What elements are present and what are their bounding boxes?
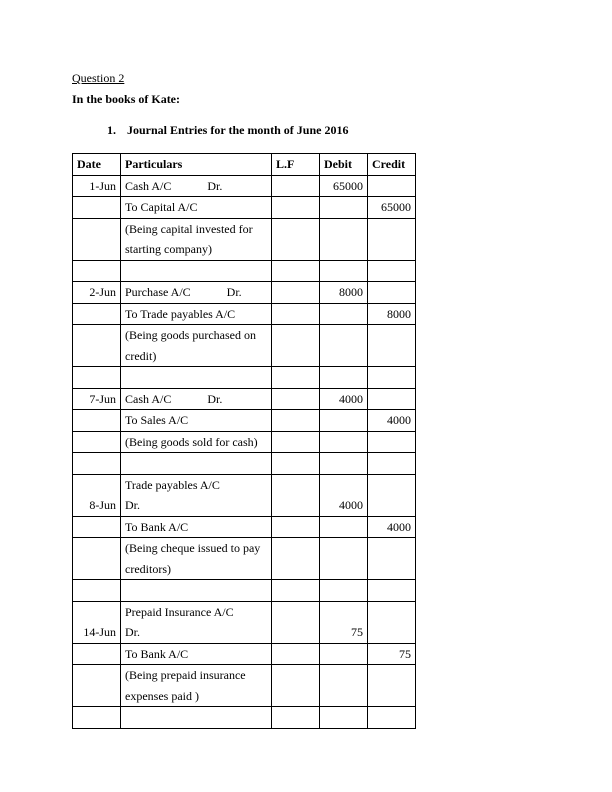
cell-lf [272,538,320,580]
cell-date [73,260,121,282]
header-date: Date [73,154,121,176]
particulars-text: To Trade payables A/C [125,306,236,321]
table-row [73,453,416,475]
cell-credit: 65000 [368,197,416,219]
header-debit: Debit [320,154,368,176]
journal-title: Journal Entries for the month of June 2016 [127,123,349,137]
cell-date [73,665,121,707]
cell-lf [272,474,320,516]
cell-particulars [121,303,272,325]
cell-debit [320,367,368,389]
cell-lf [272,260,320,282]
cell-credit: 75 [368,643,416,665]
cell-debit [320,410,368,432]
cell-debit [320,303,368,325]
cell-credit [368,175,416,197]
table-row [73,197,416,219]
cell-debit: 65000 [320,175,368,197]
particulars-text: To Bank A/C [125,519,189,534]
particulars-text: Trade payables A/C [125,477,220,492]
cell-date [73,538,121,580]
cell-lf [272,410,320,432]
cell-particulars [121,218,272,260]
cell-debit [320,707,368,729]
particulars-text: Cash A/C [125,391,172,406]
debit-marker: Dr. [207,391,223,406]
particulars-text: To Bank A/C [125,646,189,661]
cell-credit [368,367,416,389]
cell-debit [320,516,368,538]
cell-particulars [121,431,272,453]
cell-particulars [121,601,272,643]
header-credit: Credit [368,154,416,176]
debit-marker: Dr. [226,285,242,299]
particulars-text: Cash A/C [125,178,172,193]
cell-lf [272,367,320,389]
particulars-text: Purchase A/C [125,285,191,299]
cell-debit [320,260,368,282]
table-row [73,538,416,580]
cell-debit [320,325,368,367]
table-row [73,282,416,304]
table-row [73,260,416,282]
cell-debit [320,431,368,453]
table-header-row [73,154,416,176]
cell-credit: 8000 [368,303,416,325]
cell-debit: 75 [320,601,368,643]
cell-particulars [121,580,272,602]
cell-lf [272,197,320,219]
cell-debit: 4000 [320,388,368,410]
cell-date [73,325,121,367]
cell-lf [272,325,320,367]
cell-debit [320,665,368,707]
table-row [73,580,416,602]
table-row [73,431,416,453]
journal-number: 1. [107,123,116,137]
cell-lf [272,665,320,707]
cell-particulars [121,197,272,219]
cell-lf [272,303,320,325]
cell-particulars [121,410,272,432]
cell-debit [320,453,368,475]
books-heading: In the books of Kate: [72,92,181,106]
cell-particulars [121,538,272,580]
cell-lf [272,218,320,260]
particulars-text: (Being prepaid insurance expenses paid ) [125,668,246,703]
cell-credit [368,707,416,729]
cell-credit [368,474,416,516]
cell-lf [272,175,320,197]
particulars-text: (Being capital invested for starting company) [125,221,253,256]
cell-date [73,303,121,325]
table-row [73,707,416,729]
cell-debit [320,218,368,260]
cell-date [73,707,121,729]
debit-marker: Dr. [125,625,140,639]
particulars-text: (Being goods purchased on credit) [125,328,256,363]
cell-credit [368,601,416,643]
cell-credit [368,388,416,410]
cell-date [73,218,121,260]
cell-credit: 4000 [368,516,416,538]
cell-date: 8-Jun [73,474,121,516]
cell-debit [320,538,368,580]
cell-lf [272,580,320,602]
cell-date [73,431,121,453]
cell-credit [368,431,416,453]
cell-lf [272,453,320,475]
cell-lf [272,282,320,304]
cell-particulars [121,643,272,665]
cell-credit [368,665,416,707]
cell-particulars [121,474,272,516]
particulars-text: (Being goods sold for cash) [125,434,258,449]
cell-credit [368,453,416,475]
cell-particulars [121,260,272,282]
cell-debit: 4000 [320,474,368,516]
cell-particulars [121,665,272,707]
cell-lf [272,707,320,729]
cell-date [73,410,121,432]
cell-credit [368,538,416,580]
cell-particulars [121,367,272,389]
particulars-text: To Sales A/C [125,413,189,427]
header-particulars: Particulars [121,154,272,176]
table-row [73,643,416,665]
cell-debit [320,197,368,219]
cell-particulars [121,282,272,304]
table-row [73,303,416,325]
journal-heading [107,123,348,138]
cell-credit [368,218,416,260]
cell-date [73,453,121,475]
table-row [73,388,416,410]
table-row [73,218,416,260]
particulars-text: To Capital A/C [125,200,198,214]
question-label: Question 2 [72,71,125,85]
cell-particulars [121,516,272,538]
table-row [73,665,416,707]
particulars-text: Prepaid Insurance A/C [125,604,234,619]
table-row [73,325,416,367]
table-row [73,474,416,516]
table-row [73,516,416,538]
cell-lf [272,431,320,453]
table-row [73,601,416,643]
cell-credit [368,260,416,282]
cell-credit: 4000 [368,410,416,432]
cell-credit [368,325,416,367]
cell-lf [272,388,320,410]
cell-date: 14-Jun [73,601,121,643]
debit-marker: Dr. [207,178,223,193]
table-row [73,175,416,197]
particulars-text: (Being cheque issued to pay creditors) [125,541,261,576]
cell-debit: 8000 [320,282,368,304]
cell-lf [272,601,320,643]
cell-date [73,197,121,219]
cell-date [73,516,121,538]
cell-particulars [121,453,272,475]
journal-body [73,175,416,728]
cell-credit [368,282,416,304]
cell-lf [272,643,320,665]
cell-particulars [121,175,272,197]
debit-marker: Dr. [125,498,140,512]
table-row [73,410,416,432]
cell-date: 1-Jun [73,175,121,197]
table-row [73,367,416,389]
cell-particulars [121,388,272,410]
cell-credit [368,580,416,602]
cell-date [73,643,121,665]
header-lf: L.F [272,154,320,176]
cell-particulars [121,707,272,729]
cell-debit [320,580,368,602]
cell-date: 7-Jun [73,388,121,410]
cell-lf [272,516,320,538]
journal-table [72,153,416,729]
cell-debit [320,643,368,665]
cell-date: 2-Jun [73,282,121,304]
cell-date [73,367,121,389]
cell-date [73,580,121,602]
cell-particulars [121,325,272,367]
